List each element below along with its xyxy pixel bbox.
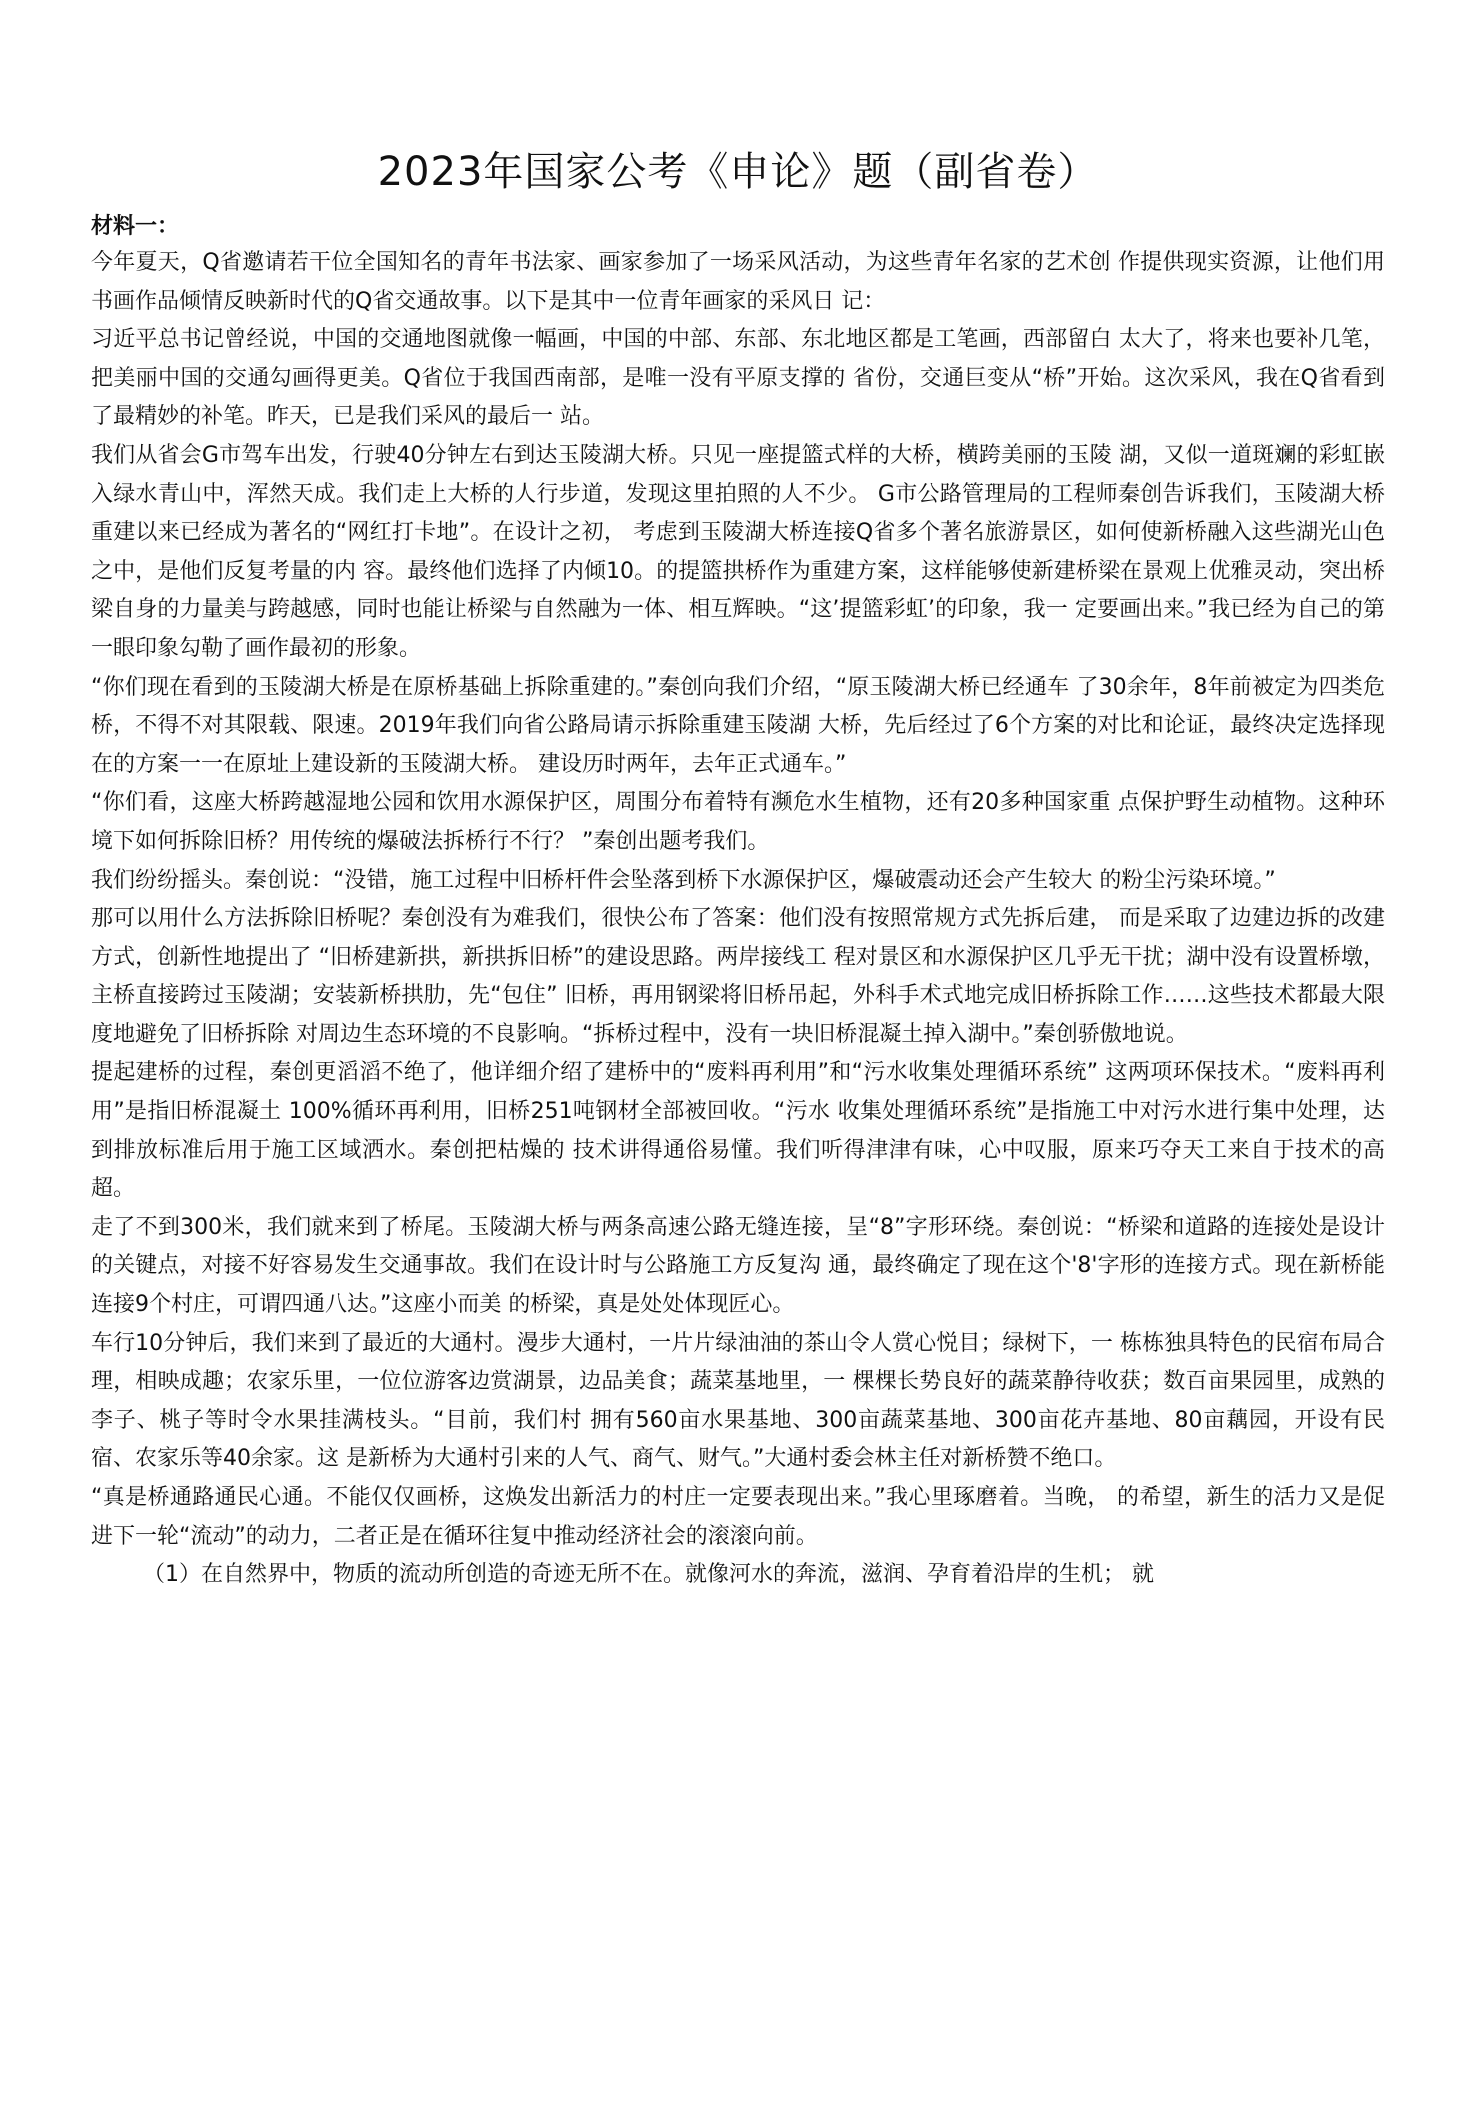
paragraph: 提起建桥的过程，秦创更滔滔不绝了，他详细介绍了建桥中的“废料再利用”和“污水收集处理循环系统” 这两项环保技术。“废料再利用”是指旧桥混凝土 100%循环再利用，旧桥251吨钢材全部被回收。“污水 收集处理循环系统”是指施工中对污水进行集中处理，达到排放标准后用于施工区域洒水。秦创把枯燥的 技术讲得通俗易懂。我们听得津津有味，心中叹服，原来巧夺天工来自于技术的高超。 bbox=[91, 1060, 1385, 1202]
page-title: 2023年国家公考《申论》题（副省卷） bbox=[377, 149, 1099, 195]
paragraph: “你们看，这座大桥跨越湿地公园和饮用水源保护区，周围分布着特有濒危水生植物，还有20多种国家重 点保护野生动植物。这种环境下如何拆除旧桥？用传统的爆破法拆桥行不行？ ”秦创出题考我们。 bbox=[91, 790, 1385, 854]
paragraph: 今年夏天，Q省邀请若干位全国知名的青年书法家、画家参加了一场采风活动，为这些青年名家的艺术创 作提供现实资源，让他们用书画作品倾情反映新时代的Q省交通故事。以下是其中一位青年画家的采风日 记： bbox=[91, 250, 1385, 314]
paragraph: 我们纷纷摇头。秦创说：“没错，施工过程中旧桥杆件会坠落到桥下水源保护区，爆破震动还会产生较大 的粉尘污染环境。” bbox=[91, 867, 1276, 893]
paragraph: 那可以用什么方法拆除旧桥呢？秦创没有为难我们，很快公布了答案：他们没有按照常规方式先拆后建， 而是采取了边建边拆的改建方式，创新性地提出了 “旧桥建新拱，新拱拆旧桥”的建设思路。两岸接线工 程对景区和水源保护区几乎无干扰；湖中没有设置桥墩，主桥直接跨过玉陵湖；安装新桥拱肋，先“包住” 旧桥，再用钢梁将旧桥吊起，外科手术式地完成旧桥拆除工作……这些技术都最大限度地避免了旧桥拆除 对周边生态环境的不良影响。“拆桥过程中，没有一块旧桥混凝土掉入湖中。”秦创骄傲地说。 bbox=[91, 906, 1385, 1047]
section-heading: 材料一： bbox=[91, 214, 180, 239]
material-body bbox=[91, 244, 1385, 1595]
paragraph: 我们从省会G市驾车出发，行驶40分钟左右到达玉陵湖大桥。只见一座提篮式样的大桥，横跨美丽的玉陵 湖，又似一道斑斓的彩虹嵌入绿水青山中，浑然天成。我们走上大桥的人行步道，发现这里拍照的人不少。 G市公路管理局的工程师秦创告诉我们，玉陵湖大桥重建以来已经成为著名的“网红打卡地”。在设计之初， 考虑到玉陵湖大桥连接Q省多个著名旅游景区，如何使新桥融入这些湖光山色之中，是他们反复考量的内 容。最终他们选择了内倾10。的提篮拱桥作为重建方案，这样能够使新建桥梁在景观上优雅灵动，突出桥 梁自身的力量美与跨越感，同时也能让桥梁与自然融为一体、相互辉映。“这’提篮彩虹’的印象，我一 定要画出来。”我已经为自己的第一眼印象勾勒了画作最初的形象。 bbox=[91, 442, 1385, 661]
paragraph: “你们现在看到的玉陵湖大桥是在原桥基础上拆除重建的。”秦创向我们介绍，“原玉陵湖大桥已经通车 了30余年，8年前被定为四类危桥，不得不对其限载、限速。2019年我们向省公路局请示拆除重建玉陵湖 大桥，先后经过了6个方案的对比和论证，最终决定选择现在的方案一一在原址上建设新的玉陵湖大桥。 建设历时两年，去年正式通车。” bbox=[91, 674, 1385, 777]
paragraph: 车行10分钟后，我们来到了最近的大通村。漫步大通村，一片片绿油油的茶山令人赏心悦目；绿树下，一 栋栋独具特色的民宿布局合理，相映成趣；农家乐里，一位位游客边赏湖景，边品美食；蔬菜基地里，一 棵棵长势良好的蔬菜静待收获；数百亩果园里，成熟的李子、桃子等时令水果挂满枝头。“目前，我们村 拥有560亩水果基地、300亩蔬菜基地、300亩花卉基地、80亩藕园，开设有民宿、农家乐等40余家。这 是新桥为大通村引来的人气、商气、财气。”大通村委会林主任对新桥赞不绝口。 bbox=[91, 1330, 1385, 1472]
paragraph: 走了不到300米，我们就来到了桥尾。玉陵湖大桥与两条高速公路无缝连接，呈“8”字形环绕。秦创说：“桥梁和道路的连接处是设计的关键点，对接不好容易发生交通事故。我们在设计时与公路施工方反复沟 通，最终确定了现在这个'8'字形的连接方式。现在新桥能连接9个村庄，可谓四通八达。”这座小而美 的桥梁，真是处处体现匠心。 bbox=[91, 1214, 1385, 1318]
paragraph: （1）在自然界中，物质的流动所创造的奇迹无所不在。就像河水的奔流，滋润、孕育着沿岸的生机； 就 bbox=[143, 1562, 1154, 1588]
paragraph: “真是桥通路通民心通。不能仅仅画桥，这焕发出新活力的村庄一定要表现出来。”我心里琢磨着。当晚， 的希望，新生的活力又是促进下一轮“流动”的动力，二者正是在循环往复中推动经济社会的滚滚向前。 bbox=[91, 1485, 1385, 1549]
paragraph: 习近平总书记曾经说，中国的交通地图就像一幅画，中国的中部、东部、东北地区都是工笔画，西部留白 太大了，将来也要补几笔，把美丽中国的交通勾画得更美。Q省位于我国西南部，是唯一没有平原支撑的 省份，交通巨变从“桥”开始。这次采风，我在Q省看到了最精妙的补笔。昨天，已是我们采风的最后一 站。 bbox=[91, 327, 1385, 430]
